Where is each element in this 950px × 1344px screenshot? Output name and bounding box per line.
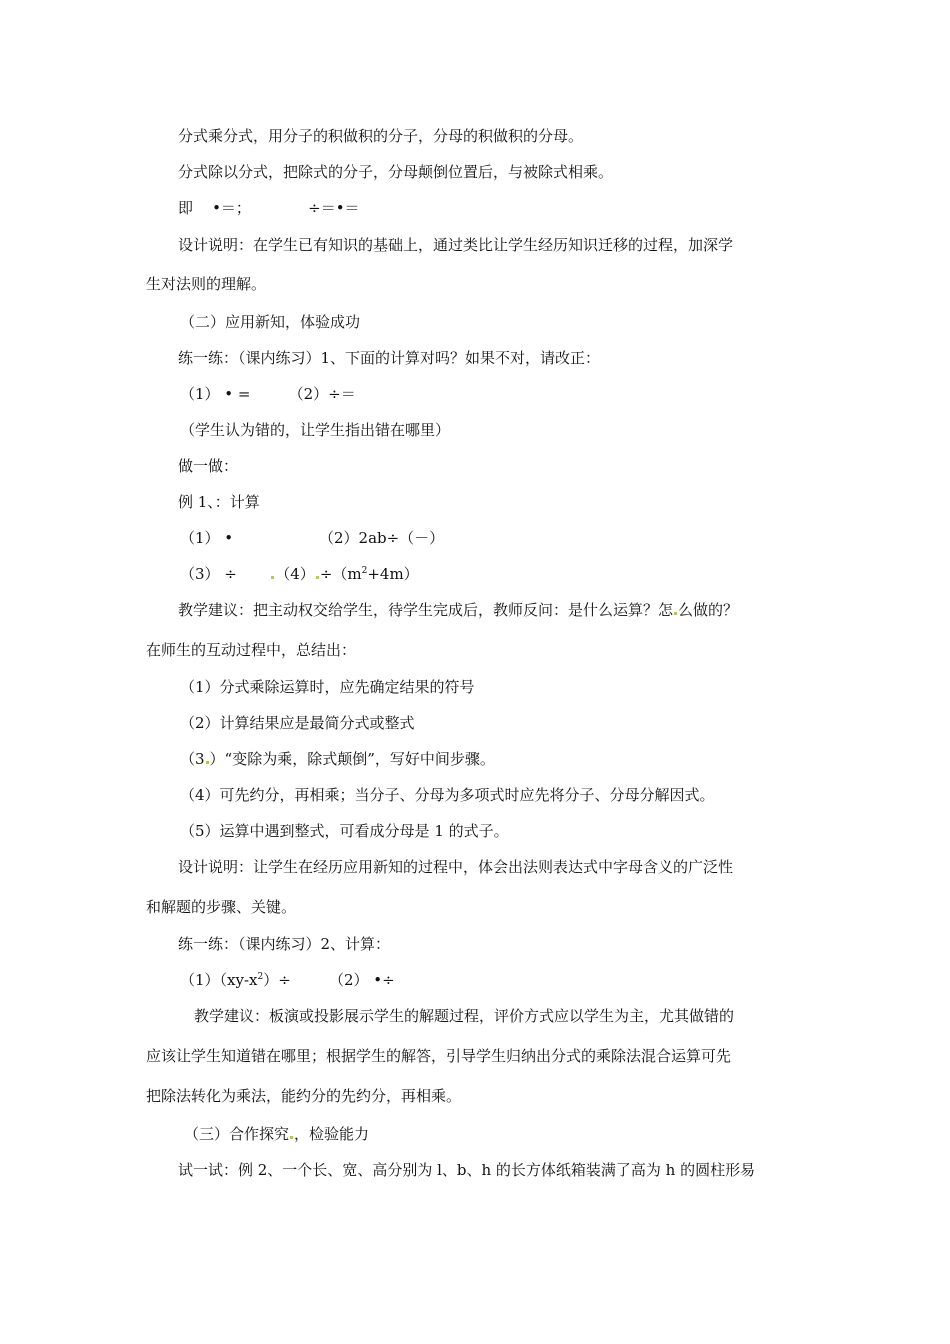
- teaching-advice-2-line1: 教学建议：板演或投影展示学生的解题过程，评价方式应以学生为主，尤其做错的: [194, 1007, 735, 1025]
- summary-item-3-label: （3: [180, 750, 205, 768]
- formula-line: 即 •＝； ÷＝•＝: [178, 199, 360, 217]
- teaching-advice-1-line2: 在师生的互动过程中，总结出：: [146, 641, 357, 659]
- rule-divide-text: 分式除以分式，把除式的分子，分母颠倒位置后，与被除式相乘。: [178, 163, 614, 181]
- design-note-2-line2: 和解题的步骤、关键。: [146, 898, 297, 916]
- marker-dot: [206, 761, 209, 764]
- design-note-1-line1: 设计说明：在学生已有知识的基础上，通过类比让学生经历知识迁移的过程，加深学: [178, 236, 734, 254]
- example-1-item3: （3） ÷: [180, 565, 271, 583]
- practice-2-rest: ）÷ （2） •÷: [263, 971, 395, 989]
- design-note-1-line2: 生对法则的理解。: [146, 275, 267, 293]
- marker-dot: [674, 612, 677, 615]
- teaching-advice-1-tail: 么做的？: [678, 601, 739, 619]
- teaching-advice-1-line1: [178, 600, 738, 620]
- example-2-text: 试一试：例 2、一个长、宽、高分别为 l、b、h 的长方体纸箱装满了高为 h 的圆柱形易: [178, 1161, 756, 1179]
- practice-2-item1: （1）（xy-x: [180, 971, 258, 989]
- example-1-item4-tail: +4m）: [367, 565, 419, 583]
- practice-1-text: 练一练：（课内练习）1、下面的计算对吗？如果不对，请改正：: [178, 349, 601, 367]
- section-2-heading: （二）应用新知，体验成功: [180, 313, 361, 331]
- section-3-heading: [184, 1124, 369, 1144]
- summary-item-2: （2）计算结果应是最简分式或整式: [180, 714, 415, 732]
- design-note-2-line1: 设计说明：让学生在经历应用新知的过程中，体会出法则表达式中字母含义的广泛性: [178, 858, 734, 876]
- summary-item-3: [180, 749, 495, 769]
- marker-dot: [316, 576, 319, 579]
- example-1-item4-label: （4）: [275, 565, 315, 583]
- practice-1-note: （学生认为错的，让学生指出错在哪里）: [180, 421, 451, 439]
- example-1-items-b: [180, 564, 419, 584]
- section-3-heading-b: ，检验能力: [294, 1125, 370, 1143]
- example-1-heading: 例 1、：计算: [178, 493, 260, 511]
- marker-dot: [271, 576, 274, 579]
- example-1-item4-text: ÷（m: [319, 565, 362, 583]
- rule-multiply-text: 分式乘分式，用分子的积做积的分子，分母的积做积的分母。: [178, 127, 584, 145]
- section-3-heading-a: （三）合作探究: [184, 1125, 290, 1143]
- try-it-heading: 做一做：: [178, 457, 239, 475]
- example-1-items-a: （1） • （2）2ab÷（－）: [180, 529, 445, 547]
- summary-item-4: （4）可先约分，再相乘；当分子、分母为多项式时应先将分子、分母分解因式。: [180, 786, 715, 804]
- teaching-advice-1-text: 教学建议：把主动权交给学生，待学生完成后，教师反问：是什么运算？怎: [178, 601, 674, 619]
- exponent: 2: [361, 566, 368, 576]
- summary-item-3-text: ）“变除为乘，除式颠倒”，写好中间步骤。: [209, 750, 495, 768]
- teaching-advice-2-line3: 把除法转化为乘法，能约分的先约分，再相乘。: [146, 1087, 462, 1105]
- summary-item-5: （5）运算中遇到整式，可看成分母是 1 的式子。: [180, 822, 509, 840]
- practice-2-text: 练一练：（课内练习）2、计算：: [178, 935, 391, 953]
- marker-dot: [290, 1136, 293, 1139]
- practice-1-items: （1） • = （2）÷＝: [180, 385, 356, 403]
- exponent: 2: [257, 972, 264, 982]
- summary-item-1: （1）分式乘除运算时，应先确定结果的符号: [180, 678, 475, 696]
- teaching-advice-2-line2: 应该让学生知道错在哪里；根据学生的解答，引导学生归纳出分式的乘除法混合运算可先: [146, 1047, 732, 1065]
- practice-2-items: [180, 970, 395, 990]
